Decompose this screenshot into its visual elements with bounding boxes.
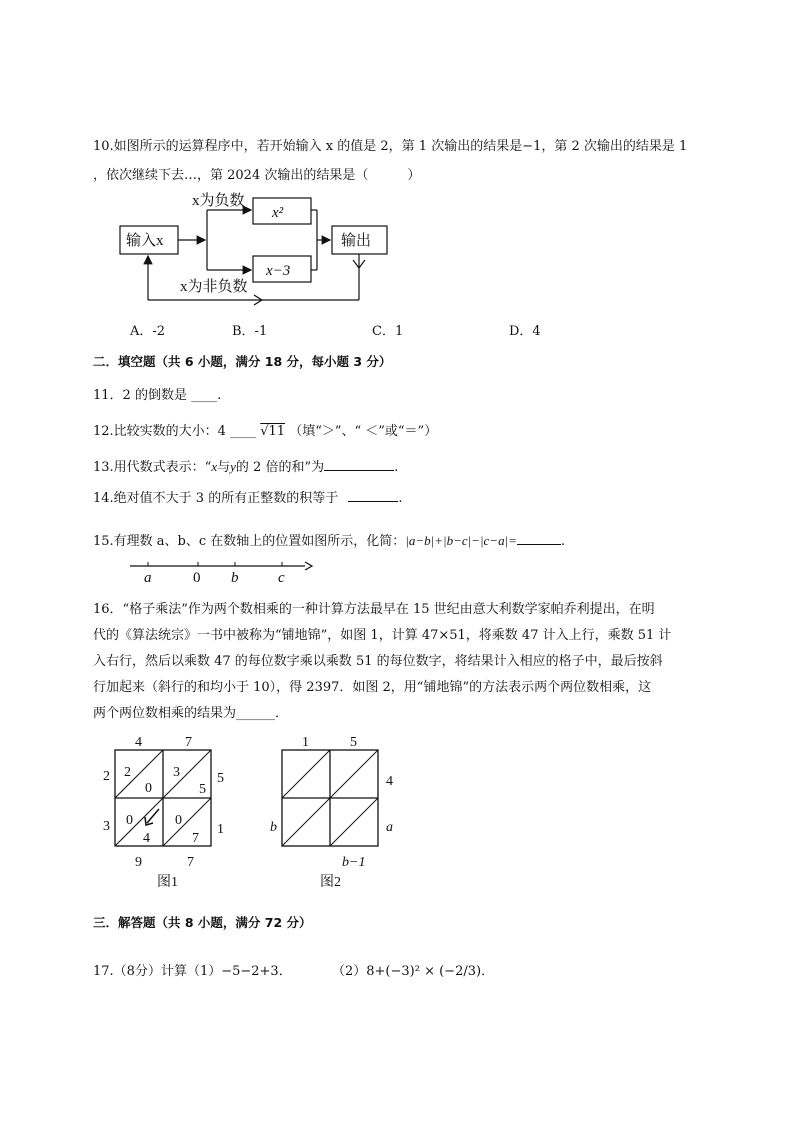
fig2-right-a: a bbox=[386, 820, 393, 835]
q11-text: 11．2 的倒数是 ____. bbox=[93, 388, 222, 403]
q17-part1: 17.（8分）计算（1）−5−2+3． bbox=[93, 964, 292, 979]
number-line bbox=[125, 560, 315, 586]
branch-negative-label: x为负数 bbox=[192, 193, 245, 209]
section3-heading: 三．解答题（共 8 小题，满分 72 分） bbox=[93, 915, 312, 930]
flowchart-diagram bbox=[110, 188, 400, 313]
input-label: 输入x bbox=[126, 233, 164, 249]
q16-line1: 16．“格子乘法”作为两个数相乘的一种计算方法最早在 15 世纪由意大利数学家帕乔利提出，在明 bbox=[93, 602, 655, 617]
q14-text: 14.绝对值不大于 3 的所有正整数的积等于 bbox=[93, 491, 339, 506]
figure1-lattice bbox=[95, 730, 245, 892]
fig1-cell-5: 5 bbox=[199, 782, 206, 797]
fig1-cell-3: 3 bbox=[173, 765, 180, 780]
square-label: x² bbox=[272, 205, 284, 221]
q15-answer-blank[interactable] bbox=[517, 532, 561, 545]
q15 bbox=[93, 530, 565, 549]
q10-option-b[interactable]: B．-1 bbox=[232, 324, 268, 339]
output-label: 输出 bbox=[341, 233, 372, 249]
q13-answer-blank[interactable] bbox=[324, 458, 394, 471]
q12 bbox=[93, 420, 437, 439]
q10-line1: 10.如图所示的运算程序中，若开始输入 x 的值是 2，第 1 次输出的结果是−1，第 2 次输出的结果是 1 bbox=[93, 139, 688, 154]
fig2-caption: 图2 bbox=[320, 875, 341, 890]
fig2-top-1: 1 bbox=[302, 735, 309, 750]
axis-label-zero: 0 bbox=[193, 570, 201, 586]
fig1-right-5: 5 bbox=[217, 771, 224, 786]
fig1-bottom-9: 9 bbox=[135, 855, 142, 870]
q16-line4: 行加起来（斜行的和均小于 10），得 2397．如图 2，用“铺地锦”的方法表示两个两位数相乘，这 bbox=[93, 680, 652, 695]
q16-line5: 两个两位数相乘的结果为______． bbox=[93, 706, 289, 721]
fig1-cell-0c: 0 bbox=[175, 813, 182, 828]
fig1-left-2: 2 bbox=[103, 769, 110, 784]
q13-pre: 13.用代数式表示：“ bbox=[93, 460, 212, 475]
fig1-top-4: 4 bbox=[135, 735, 142, 750]
fig1-right-1: 1 bbox=[217, 822, 224, 837]
q13-post: 的 2 倍的和”为 bbox=[235, 460, 325, 475]
q12-pre: 12.比较实数的大小：4 ____ bbox=[93, 424, 257, 439]
q10-option-a[interactable]: A．-2 bbox=[130, 324, 166, 339]
section2-heading: 二．填空题（共 6 小题，满分 18 分，每小题 3 分） bbox=[93, 354, 392, 369]
fig2-left-b: b bbox=[270, 820, 277, 835]
fig1-cell-0a: 0 bbox=[145, 781, 152, 796]
q15-text: 15.有理数 a、b、c 在数轴上的位置如图所示，化简： bbox=[93, 534, 406, 549]
q16-line2: 代的《算法统宗》一书中被称为“铺地锦”，如图 1，计算 47×51，将乘数 47 计入上行，乘数 51 计 bbox=[93, 628, 672, 643]
minus3-label: x−3 bbox=[266, 263, 291, 279]
q10-option-c[interactable]: C．1 bbox=[372, 324, 404, 339]
fig1-cell-4: 4 bbox=[143, 831, 150, 846]
axis-label-b: b bbox=[231, 570, 239, 586]
fig1-cell-7: 7 bbox=[192, 831, 199, 846]
fig1-left-3: 3 bbox=[103, 819, 110, 834]
q13-end: . bbox=[394, 460, 399, 475]
q15-end: . bbox=[560, 534, 566, 549]
fig1-bottom-7: 7 bbox=[187, 855, 194, 870]
fig1-top-7: 7 bbox=[185, 735, 192, 750]
q15-expression: |a−b|+|b−c|−|c−a|= bbox=[405, 533, 517, 548]
axis-label-a: a bbox=[144, 570, 152, 586]
q12-sqrt: √11 bbox=[260, 424, 286, 439]
axis-label-c: c bbox=[278, 570, 285, 586]
q13-x: x bbox=[211, 459, 218, 474]
q14-end: . bbox=[398, 491, 403, 506]
q14-answer-blank[interactable] bbox=[348, 489, 398, 502]
fig1-caption: 图1 bbox=[157, 875, 178, 890]
figure2-lattice bbox=[262, 730, 412, 892]
branch-nonnegative-label: x为非负数 bbox=[180, 279, 248, 295]
fig1-cell-0b: 0 bbox=[126, 813, 133, 828]
q13 bbox=[93, 456, 398, 475]
q10-option-d[interactable]: D．4 bbox=[509, 324, 541, 339]
fig2-right-4: 4 bbox=[386, 774, 393, 789]
q16-line3: 入右行，然后以乘数 47 的每位数字乘以乘数 51 的每位数字，将结果计入相应的格子中，最后按斜 bbox=[93, 654, 663, 669]
fig1-cell-2: 2 bbox=[124, 765, 131, 780]
q13-y: y bbox=[230, 459, 236, 474]
q14 bbox=[93, 487, 403, 506]
fig2-top-5: 5 bbox=[350, 735, 357, 750]
fig2-bottom-b-minus-1: b−1 bbox=[342, 855, 366, 870]
q13-mid: 与 bbox=[217, 460, 231, 475]
q10-line2: ，依次继续下去…，第 2024 次输出的结果是（ ） bbox=[93, 168, 421, 183]
q17-part2: （2）8+(−3)² × (−2/3)． bbox=[332, 964, 495, 979]
q12-post: （填“＞”、“ ＜”或“＝”） bbox=[289, 424, 438, 439]
